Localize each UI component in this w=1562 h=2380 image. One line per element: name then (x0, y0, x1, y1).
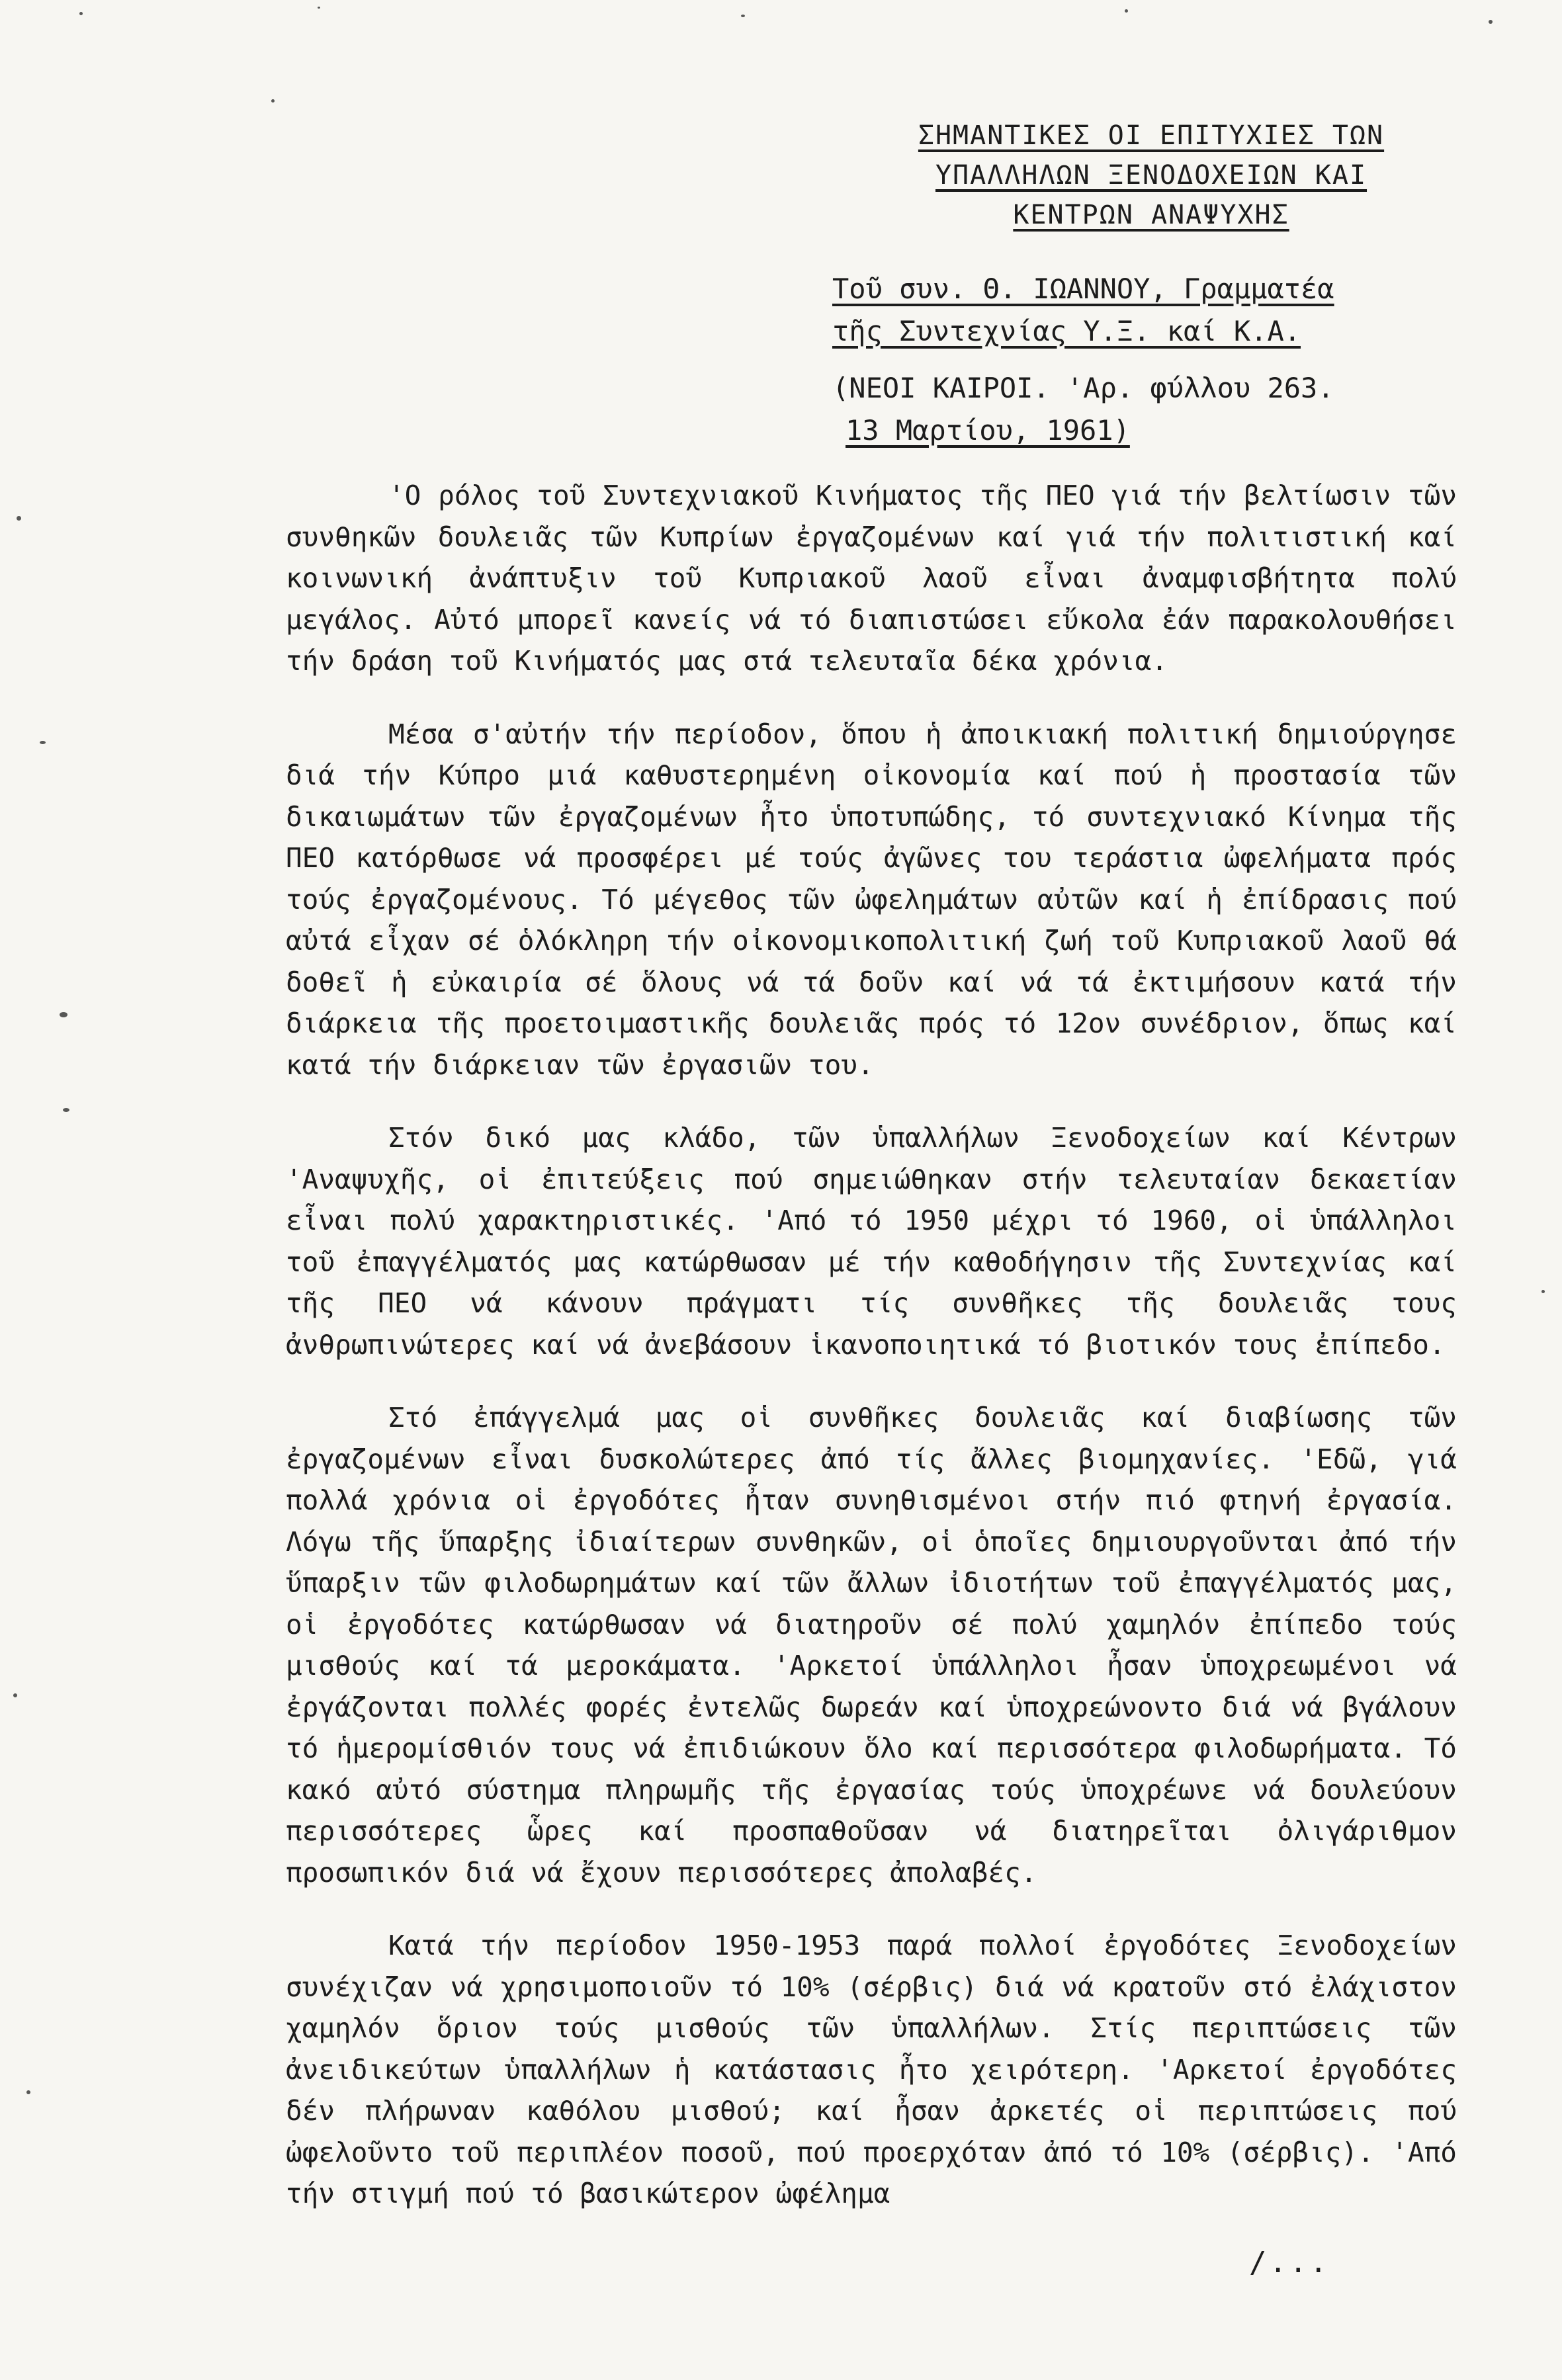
scan-speck (79, 12, 83, 15)
body-paragraph: 'Ο ρόλος τοῦ Συντεχνιακοῦ Κινήματος τῆς ΠΕΟ γιά τήν βελτίωσιν τῶν συνθηκῶν δουλειᾶς τῶν Κυπρίων ἐργαζομένων καί γιά τήν πολιτιστική καί κοινωνική ἀνάπτυξιν τοῦ Κυπριακοῦ λαοῦ εἶναι ἀναμφισβήτητα πολύ μεγάλος. Αὐτό μπορεῖ κανείς νά τό διαπιστώσει εὔκολα ἐάν παρακολουθήσει τήν δράση τοῦ Κινήματός μας στά τελευταῖα δέκα χρόνια. (286, 480, 1457, 677)
scan-speck (1489, 20, 1493, 24)
source-citation (832, 367, 1494, 452)
source-line: 13 Μαρτίου, 1961) (846, 414, 1130, 446)
scan-speck (13, 1693, 17, 1697)
body-paragraph: Στόν δικό μας κλάδο, τῶν ὑπαλλήλων Ξενοδοχείων καί Κέντρων 'Αναψυχῆς, οἱ ἐπιτεύξεις πού σημειώθηκαν στήν τελευταίαν δεκαετίαν εἶναι πολύ χαρακτηριστικές. 'Από τό 1950 μέχρι τό 1960, οἱ ὑπάλληλοι τοῦ ἐπαγγέλματός μας κατώρθωσαν μέ τήν καθοδήγησιν τῆς Συντεχνίας καί τῆς ΠΕΟ νά κάνουν πράγματι τίς συνθῆκες τῆς δουλειᾶς τους ἀνθρωπινώτερες καί νά ἀνεβάσουν ἱκανοποιητικά τό βιοτικόν τους ἐπίπεδο. (286, 1122, 1457, 1361)
article-title (853, 116, 1449, 235)
scan-speck (40, 741, 46, 744)
continued-mark: /... (1249, 2246, 1330, 2279)
scan-speck (63, 1108, 69, 1112)
byline-line: τῆς Συντεχνίας Υ.Ξ. καί Κ.Α. (832, 315, 1301, 347)
body-paragraph: Μέσα σ'αὐτήν τήν περίοδον, ὅπου ἡ ἀποικιακή πολιτική δημιούργησε διά τήν Κύπρο μιά καθυστερημένη οἰκονομία καί πού ἡ προστασία τῶν δικαιωμάτων τῶν ἐργαζομένων ἦτο ὑποτυπώδης, τό συντεχνιακό Κίνημα τῆς ΠΕΟ κατόρθωσε νά προσφέρει μέ τούς ἀγῶνες του τεράστια ὠφελήματα πρός τούς ἐργαζομένους. Τό μέγεθος τῶν ὠφελημάτων αὐτῶν καί ἡ ἐπίδρασις πού αὐτά εἶχαν σέ ὁλόκληρη τήν οἰκονομικοπολιτική ζωή τοῦ Κυπριακοῦ λαοῦ θά δοθεῖ ἡ εὐκαιρία σέ ὅλους νά τά δοῦν καί νά τά ἐκτιμήσουν κατά τήν διάρκεια τῆς προετοιμαστικῆς δουλειᾶς πρός τό 12ον συνέδριον, ὅπως καί κατά τήν διάρκειαν τῶν ἐργασιῶν του. (286, 718, 1457, 1081)
scan-speck (26, 2090, 30, 2094)
scan-speck (1541, 1290, 1545, 1293)
scan-speck (271, 99, 275, 103)
scan-speck (318, 7, 320, 9)
body-paragraph: Κατά τήν περίοδον 1950-1953 παρά πολλοί ἐργοδότες Ξενοδοχείων συνέχιζαν νά χρησιμοποιοῦν τό 10% (σέρβις) διά νά κρατοῦν στό ἐλάχιστον χαμηλόν ὅριον τούς μισθούς τῶν ὑπαλλήλων. Στίς περιπτώσεις τῶν ἀνειδικεύτων ὑπαλλήλων ἡ κατάστασις ἦτο χειρότερη. 'Αρκετοί ἐργοδότες δέν πλήρωναν καθόλου μισθού; καί ἦσαν ἀρκετές οἱ περιπτώσεις πού ὠφελοῦντο τοῦ περιπλέον ποσοῦ, πού προερχόταν ἀπό τό 10% (σέρβις). 'Από τήν στιγμή πού τό βασικώτερον ὠφέλημα (286, 1930, 1457, 2209)
title-line: ΣΗΜΑΝΤΙΚΕΣ ΟΙ ΕΠΙΤΥΧΙΕΣ ΤΩΝ (918, 120, 1385, 151)
title-line: ΥΠΑΛΛΗΛΩΝ ΞΕΝΟΔΟΧΕΙΩΝ ΚΑΙ (935, 160, 1367, 191)
byline-line: Τοῦ συν. Θ. ΙΩΑΝΝΟΥ, Γραμματέα (832, 273, 1334, 305)
title-line: ΚΕΝΤΡΩΝ ΑΝΑΨΥΧΗΣ (1013, 200, 1289, 230)
source-line: (ΝΕΟΙ ΚΑΙΡΟΙ. 'Αρ. φύλλου 263. (832, 372, 1334, 404)
scan-speck (60, 1012, 67, 1017)
scan-speck (17, 516, 21, 521)
scan-speck (1125, 9, 1128, 13)
body-paragraph: Στό ἐπάγγελμά μας οἱ συνθῆκες δουλειᾶς καί διαβίωσης τῶν ἐργαζομένων εἶναι δυσκολώτερες ἀπό τίς ἄλλες βιομηχανίες. 'Εδῶ, γιά πολλά χρόνια οἱ ἐργοδότες ἦταν συνηθισμένοι στήν πιό φτηνή ἐργασία. Λόγω τῆς ὕπαρξης ἰδιαίτερων συνθηκῶν, οἱ ὁποῖες δημιουργοῦνται ἀπό τήν ὕπαρξιν τῶν φιλοδωρημάτων καί τῶν ἄλλων ἰδιοτήτων τοῦ ἐπαγγέλματός μας, οἱ ἐργοδότες κατώρθωσαν νά διατηροῦν σέ πολύ χαμηλόν ἐπίπεδο τούς μισθούς καί τά μεροκάματα. 'Αρκετοί ὑπάλληλοι ἦσαν ὑποχρεωμένοι νά ἐργάζονται πολλές φορές ἐντελῶς δωρεάν καί ὑποχρεώνοντο διά νά βγάλουν τό ἡμερομίσθιόν τους νά ἐπιδιώκουν ὅλο καί περισσότερα φιλοδωρήματα. Τό κακό αὐτό σύστημα πληρωμῆς τῆς ἐργασίας τούς ὑποχρέωνε νά δουλεύουν περισσότερες ὧρες καί προσπαθοῦσαν νά διατηρεῖται ὀλιγάριθμον προσωπικόν διά νά ἔχουν περισσότερες ἀπολαβές. (286, 1402, 1457, 1889)
scan-speck (741, 15, 745, 17)
article-body (286, 475, 1457, 2215)
author-byline (832, 268, 1481, 353)
